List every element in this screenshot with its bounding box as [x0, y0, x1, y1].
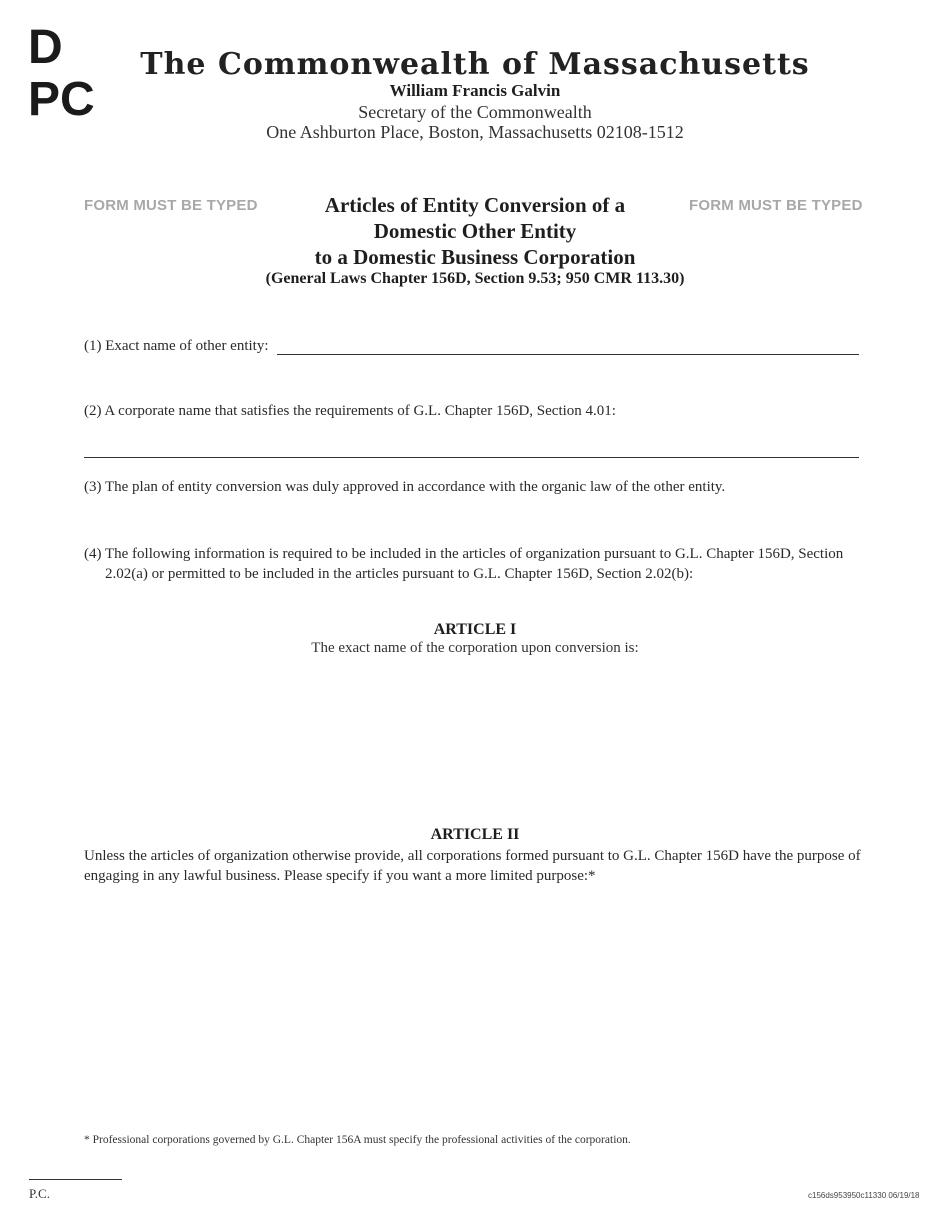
item3-statement: (3) The plan of entity conversion was duly approved in accordance with the organic law of the other entity. [84, 479, 726, 495]
article2-instruction [84, 846, 874, 886]
item4-line2: 2.02(a) or permitted to be included in the articles pursuant to G.L. Chapter 156D, Section 2.02(b): [105, 566, 694, 582]
article1-instruction: The exact name of the corporation upon conversion is: [311, 640, 639, 656]
item4-statement [84, 544, 864, 584]
footnote: * Professional corporations governed by G.L. Chapter 156A must specify the professional activities of the corporation. [84, 1134, 631, 1146]
item2-label: (2) A corporate name that satisfies the requirements of G.L. Chapter 156D, Section 4.01: [84, 403, 616, 419]
pc-label: P.C. [29, 1186, 50, 1201]
item1-label: (1) Exact name of other entity: [84, 338, 269, 354]
corner-mark-line2: PC [28, 73, 95, 126]
corporate-name-field[interactable] [84, 440, 859, 456]
article2-line2: engaging in any lawful business. Please specify if you want a more limited purpose:* [84, 868, 596, 884]
official-name: William Francis Galvin [389, 81, 561, 100]
state-title: The Commonwealth of Massachusetts [140, 47, 810, 82]
limited-purpose-area[interactable] [84, 892, 868, 1121]
form-title-line3: to a Domestic Business Corporation [314, 245, 636, 269]
office-title: Secretary of the Commonwealth [358, 102, 592, 122]
article2-heading: ARTICLE II [430, 826, 520, 843]
form-title-line1: Articles of Entity Conversion of a [324, 193, 626, 217]
pc-underline [29, 1179, 122, 1180]
item4-line1: (4) The following information is required to be included in the articles of organization pursuant to G.L. Chapter 156D, Section [84, 546, 844, 562]
form-code: c156ds953950c11330 06/19/18 [808, 1191, 920, 1200]
form-authority: (General Laws Chapter 156D, Section 9.53; 950 CMR 113.30) [265, 270, 685, 287]
corporation-name-area[interactable] [84, 668, 868, 812]
notice-form-must-be-typed-left: FORM MUST BE TYPED [84, 197, 258, 214]
item2-underline [84, 457, 859, 458]
form-title [250, 192, 700, 270]
notice-form-must-be-typed-right: FORM MUST BE TYPED [689, 197, 863, 214]
other-entity-name-field[interactable] [277, 338, 859, 354]
corner-mark-line1: D [28, 21, 63, 74]
item1-underline [277, 354, 859, 355]
article2-line1: Unless the articles of organization otherwise provide, all corporations formed pursuant to G.L. Chapter 156D have the purpose of [84, 848, 861, 864]
form-title-line2: Domestic Other Entity [373, 219, 577, 243]
office-address: One Ashburton Place, Boston, Massachusetts 02108-1512 [266, 122, 684, 142]
article1-heading: ARTICLE I [433, 621, 517, 638]
